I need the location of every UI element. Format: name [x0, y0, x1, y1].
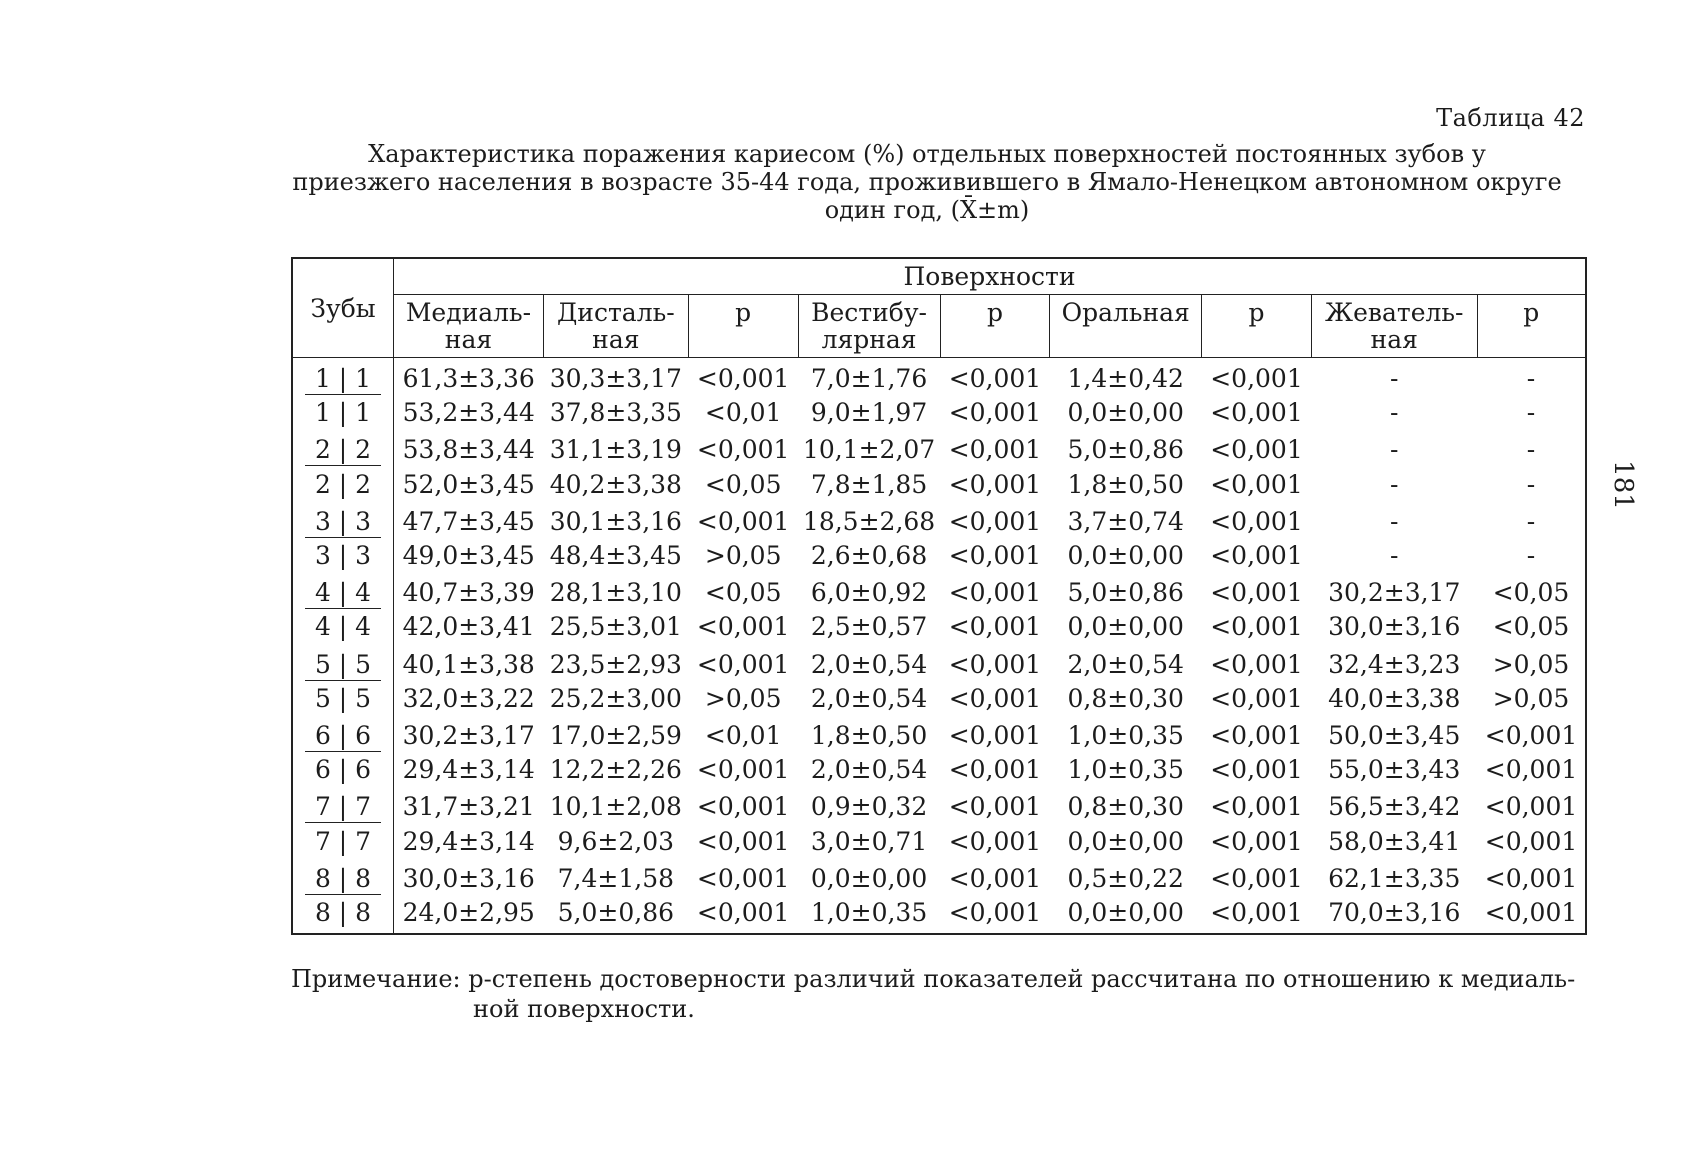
- table-cell: <0,001: [1484, 792, 1578, 822]
- table-cell: <0,001: [948, 578, 1042, 608]
- table-cell: <0,001: [948, 826, 1042, 856]
- table-cell: <0,001: [696, 506, 790, 536]
- column-header: Оральная: [1050, 295, 1202, 358]
- table-cell: <0,001: [948, 435, 1042, 465]
- table-cell: 2,5±0,57: [810, 612, 928, 642]
- table-cell: 1,8±0,50: [1067, 469, 1184, 499]
- table-cell: -: [1389, 435, 1399, 465]
- table-row: [292, 610, 1586, 647]
- table-cell: >0,05: [1492, 683, 1570, 713]
- table-cell: 1,0±0,35: [810, 897, 928, 927]
- table-cell: -: [1389, 364, 1399, 394]
- table-caption: [272, 140, 1582, 224]
- teeth-cell: [292, 682, 394, 719]
- teeth-label: 2 | 2: [305, 435, 381, 466]
- table-cell: <0,001: [948, 720, 1042, 750]
- table-cell: <0,001: [1210, 541, 1303, 571]
- table-cell: 31,7±3,21: [402, 792, 535, 822]
- caption-line: Характеристика поражения кариесом (%) отдельных поверхностей постоянных зубов у: [368, 140, 1486, 168]
- table-row: [292, 468, 1586, 505]
- table-cell: <0,001: [1484, 755, 1578, 785]
- teeth-cell: [292, 719, 394, 753]
- teeth-cell: [292, 576, 394, 610]
- table-cell: 1,4±0,42: [1067, 364, 1184, 394]
- teeth-cell: [292, 824, 394, 861]
- table-cell: <0,001: [696, 897, 790, 927]
- table-cell: 12,2±2,26: [549, 755, 682, 785]
- table-cell: 29,4±3,14: [402, 826, 535, 856]
- teeth-header: Зубы: [292, 258, 394, 358]
- table-cell: 9,6±2,03: [557, 826, 675, 856]
- table-row: [292, 396, 1586, 433]
- table-cell: <0,001: [948, 506, 1042, 536]
- teeth-label: 4 | 4: [305, 578, 381, 609]
- caption-line: один год, (X̄±m): [824, 196, 1030, 224]
- teeth-label: 3 | 3: [305, 507, 381, 538]
- table-cell: <0,001: [696, 792, 790, 822]
- table-note: [291, 964, 1591, 1024]
- table-cell: <0,05: [1492, 578, 1570, 608]
- table-cell: 7,4±1,58: [557, 863, 675, 893]
- table-cell: 29,4±3,14: [402, 755, 535, 785]
- table-cell: <0,001: [1210, 649, 1303, 679]
- table-row: [292, 576, 1586, 610]
- table-cell: <0,001: [948, 792, 1042, 822]
- teeth-label: 2 | 2: [314, 469, 372, 499]
- table-cell: <0,001: [1210, 578, 1303, 608]
- table-cell: >0,05: [704, 683, 782, 713]
- teeth-label: 4 | 4: [314, 612, 372, 642]
- surfaces-header: Поверхности: [394, 258, 1586, 295]
- teeth-label: 5 | 5: [305, 650, 381, 681]
- table-cell: -: [1526, 364, 1536, 394]
- table-cell: -: [1389, 541, 1399, 571]
- table-cell: 3,0±0,71: [810, 826, 928, 856]
- table-cell: >0,05: [1492, 649, 1570, 679]
- table-cell: -: [1526, 469, 1536, 499]
- column-header: Медиаль-ная: [394, 295, 544, 358]
- table-row: [292, 753, 1586, 790]
- table-cell: 0,0±0,00: [1067, 826, 1184, 856]
- table-cell: <0,001: [1484, 897, 1578, 927]
- teeth-cell: [292, 790, 394, 824]
- table-row: [292, 648, 1586, 682]
- table-cell: 2,0±0,54: [1067, 649, 1184, 679]
- table-cell: 42,0±3,41: [402, 612, 535, 642]
- table-cell: 28,1±3,10: [549, 578, 682, 608]
- column-header: p: [688, 295, 798, 358]
- table-cell: 30,3±3,17: [549, 364, 682, 394]
- table-cell: 31,1±3,19: [549, 435, 682, 465]
- table-cell: <0,05: [704, 469, 782, 499]
- column-header: p: [1202, 295, 1312, 358]
- column-header: p: [1477, 295, 1586, 358]
- table-cell: 55,0±3,43: [1328, 755, 1461, 785]
- teeth-cell: [292, 648, 394, 682]
- table-cell: <0,001: [696, 826, 790, 856]
- table-cell: <0,001: [1484, 863, 1578, 893]
- table-cell: 1,0±0,35: [1067, 720, 1184, 750]
- teeth-cell: [292, 505, 394, 539]
- table-cell: 30,0±3,16: [402, 863, 535, 893]
- table-cell: <0,001: [1210, 720, 1303, 750]
- table-cell: <0,001: [696, 435, 790, 465]
- table-cell: 61,3±3,36: [402, 364, 535, 394]
- table-cell: <0,001: [1210, 863, 1303, 893]
- teeth-cell: [292, 896, 394, 934]
- table-cell: <0,05: [1492, 612, 1570, 642]
- table-cell: 9,0±1,97: [810, 398, 928, 428]
- table-row: [292, 862, 1586, 896]
- teeth-cell: [292, 433, 394, 467]
- table-cell: <0,001: [1210, 469, 1303, 499]
- caption-line: приезжего населения в возрасте 35-44 года, проживившего в Ямало-Ненецком автономном округе: [292, 168, 1562, 196]
- table-cell: <0,001: [1210, 435, 1303, 465]
- table-cell: <0,001: [696, 755, 790, 785]
- column-header: Жеватель-ная: [1311, 295, 1477, 358]
- table-cell: <0,001: [1210, 398, 1303, 428]
- table-cell: 40,0±3,38: [1328, 683, 1461, 713]
- teeth-label: 5 | 5: [314, 683, 372, 713]
- teeth-label: 1 | 1: [314, 398, 372, 428]
- table-cell: 25,2±3,00: [549, 683, 682, 713]
- table-cell: 2,0±0,54: [810, 649, 928, 679]
- table-cell: 7,0±1,76: [810, 364, 928, 394]
- table-cell: 23,5±2,93: [549, 649, 682, 679]
- table-cell: 52,0±3,45: [402, 469, 535, 499]
- table-cell: <0,001: [948, 398, 1042, 428]
- table-cell: 30,0±3,16: [1328, 612, 1461, 642]
- table-cell: 5,0±0,86: [557, 897, 675, 927]
- teeth-cell: [292, 358, 394, 397]
- table-cell: 40,7±3,39: [402, 578, 535, 608]
- table-cell: 1,8±0,50: [810, 720, 928, 750]
- table-cell: <0,001: [696, 863, 790, 893]
- table-label: Таблица 42: [1436, 104, 1585, 132]
- table-cell: 0,8±0,30: [1067, 683, 1184, 713]
- table-cell: 0,0±0,00: [1067, 541, 1184, 571]
- table-cell: 30,2±3,17: [1328, 578, 1461, 608]
- teeth-label: 8 | 8: [314, 897, 372, 927]
- table-row: [292, 682, 1586, 719]
- table-cell: 25,5±3,01: [549, 612, 682, 642]
- teeth-label: 7 | 7: [314, 826, 372, 856]
- table-cell: <0,001: [1484, 826, 1578, 856]
- table-cell: <0,001: [948, 541, 1042, 571]
- table-cell: 10,1±2,07: [802, 435, 936, 465]
- table-cell: 32,0±3,22: [402, 683, 535, 713]
- table-row: [292, 896, 1586, 934]
- table-row: [292, 433, 1586, 467]
- table-cell: 37,8±3,35: [549, 398, 682, 428]
- table-cell: -: [1526, 541, 1536, 571]
- table-cell: 0,5±0,22: [1067, 863, 1184, 893]
- table-cell: <0,001: [1210, 826, 1303, 856]
- table-cell: 50,0±3,45: [1328, 720, 1461, 750]
- table-cell: <0,001: [948, 612, 1042, 642]
- table-cell: -: [1526, 398, 1536, 428]
- table-cell: 5,0±0,86: [1067, 578, 1184, 608]
- table-cell: 2,0±0,54: [810, 755, 928, 785]
- teeth-cell: [292, 862, 394, 896]
- teeth-label: 6 | 6: [314, 755, 372, 785]
- table-cell: 2,6±0,68: [810, 541, 928, 571]
- table-cell: <0,001: [948, 649, 1042, 679]
- table-cell: 3,7±0,74: [1067, 506, 1184, 536]
- column-header: Вестибу-лярная: [798, 295, 940, 358]
- table-row: [292, 719, 1586, 753]
- table-cell: <0,001: [1210, 792, 1303, 822]
- teeth-cell: [292, 753, 394, 790]
- table-cell: 0,0±0,00: [1067, 612, 1184, 642]
- table-cell: 2,0±0,54: [810, 683, 928, 713]
- table-cell: <0,01: [704, 720, 782, 750]
- note-line: Примечание: р-степень достоверности различий показателей рассчитана по отношению к медиаль-: [291, 965, 1576, 993]
- table-cell: <0,05: [704, 578, 782, 608]
- table-cell: <0,001: [948, 683, 1042, 713]
- table-cell: <0,001: [948, 897, 1042, 927]
- teeth-cell: [292, 610, 394, 647]
- teeth-label: 7 | 7: [305, 792, 381, 823]
- table-cell: 1,0±0,35: [1067, 755, 1184, 785]
- table-cell: 49,0±3,45: [402, 541, 535, 571]
- table-row: [292, 824, 1586, 861]
- table-cell: 0,0±0,00: [1067, 398, 1184, 428]
- teeth-cell: [292, 468, 394, 505]
- table-cell: <0,001: [1484, 720, 1578, 750]
- table-cell: 5,0±0,86: [1067, 435, 1184, 465]
- table-cell: -: [1389, 469, 1399, 499]
- table-cell: <0,01: [704, 398, 782, 428]
- table-cell: 24,0±2,95: [402, 897, 535, 927]
- table-cell: 10,1±2,08: [549, 792, 682, 822]
- table-row: [292, 505, 1586, 539]
- column-header: p: [940, 295, 1050, 358]
- table-cell: <0,001: [1210, 364, 1303, 394]
- table-cell: 62,1±3,35: [1328, 863, 1461, 893]
- table-cell: 40,1±3,38: [402, 649, 535, 679]
- table-cell: 30,2±3,17: [402, 720, 535, 750]
- caries-table: [291, 257, 1587, 935]
- table-cell: <0,001: [948, 364, 1042, 394]
- teeth-label: 3 | 3: [314, 541, 372, 571]
- table-cell: >0,05: [704, 541, 782, 571]
- teeth-label: 1 | 1: [305, 364, 381, 395]
- table-cell: 30,1±3,16: [549, 506, 682, 536]
- table-cell: 56,5±3,42: [1328, 792, 1461, 822]
- table-cell: <0,001: [1210, 612, 1303, 642]
- table-cell: <0,001: [1210, 897, 1303, 927]
- note-line: ной поверхности.: [473, 995, 695, 1023]
- table-cell: -: [1389, 398, 1399, 428]
- table-cell: <0,001: [696, 649, 790, 679]
- table-cell: 32,4±3,23: [1328, 649, 1461, 679]
- table-cell: 48,4±3,45: [549, 541, 682, 571]
- table-cell: 0,0±0,00: [810, 863, 928, 893]
- teeth-label: 8 | 8: [305, 864, 381, 895]
- table-row: [292, 790, 1586, 824]
- table-cell: <0,001: [696, 364, 790, 394]
- table-cell: -: [1389, 506, 1399, 536]
- table-cell: 17,0±2,59: [549, 720, 682, 750]
- page-number: 181: [1607, 460, 1638, 510]
- column-header: Дисталь-ная: [543, 295, 688, 358]
- table-cell: 58,0±3,41: [1328, 826, 1461, 856]
- teeth-cell: [292, 396, 394, 433]
- table-cell: 53,2±3,44: [402, 398, 535, 428]
- table-cell: 18,5±2,68: [802, 506, 936, 536]
- table-cell: <0,001: [1210, 755, 1303, 785]
- table-cell: <0,001: [1210, 683, 1303, 713]
- table-cell: 0,0±0,00: [1067, 897, 1184, 927]
- table-row: [292, 358, 1586, 397]
- table-row: [292, 539, 1586, 576]
- table-cell: 6,0±0,92: [810, 578, 928, 608]
- table-cell: -: [1526, 435, 1536, 465]
- table-cell: <0,001: [696, 612, 790, 642]
- table-cell: <0,001: [948, 755, 1042, 785]
- teeth-cell: [292, 539, 394, 576]
- table-cell: <0,001: [948, 469, 1042, 499]
- table-cell: 0,9±0,32: [810, 792, 928, 822]
- table-cell: 7,8±1,85: [810, 469, 928, 499]
- table-cell: <0,001: [1210, 506, 1303, 536]
- table-cell: 40,2±3,38: [549, 469, 682, 499]
- teeth-label: 6 | 6: [305, 721, 381, 752]
- table-cell: 0,8±0,30: [1067, 792, 1184, 822]
- table-cell: 70,0±3,16: [1328, 897, 1461, 927]
- table-cell: -: [1526, 506, 1536, 536]
- table-cell: <0,001: [948, 863, 1042, 893]
- table-cell: 53,8±3,44: [402, 435, 535, 465]
- table-cell: 47,7±3,45: [402, 506, 535, 536]
